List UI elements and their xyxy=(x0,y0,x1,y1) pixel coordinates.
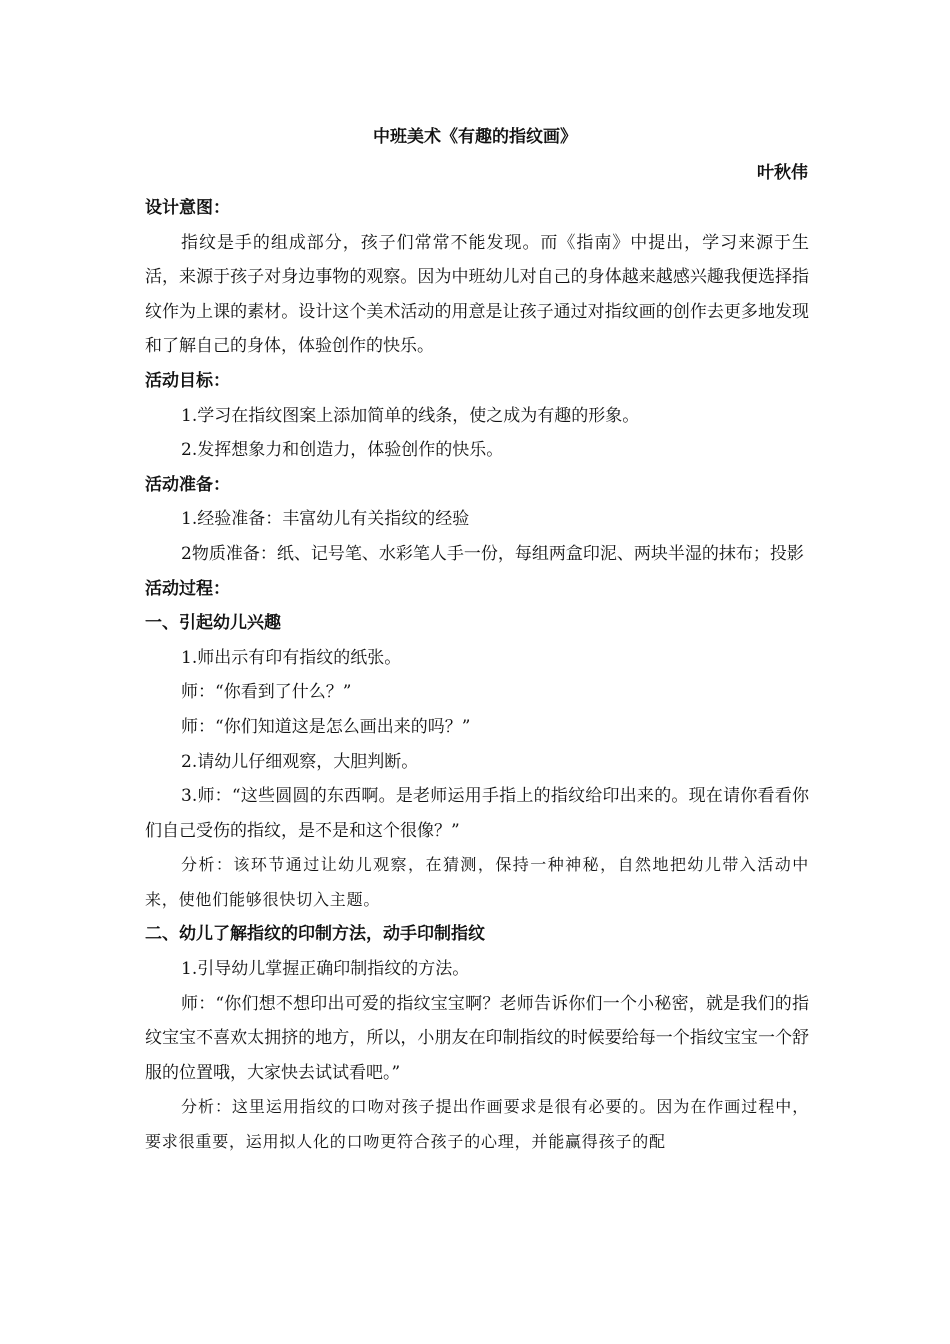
activity-prep-heading: 活动准备： xyxy=(145,474,230,495)
document-title: 中班美术《有趣的指纹画》 xyxy=(373,127,577,147)
activity-prep-item: 2物质准备：纸、记号笔、水彩笔人手一份，每组两盒印泥、两块半湿的抹布；投影 xyxy=(181,543,804,564)
activity-process-heading: 活动过程： xyxy=(145,578,230,599)
activity-prep-item: 1.经验准备：丰富幼儿有关指纹的经验 xyxy=(181,509,470,530)
teacher-dialogue: 师：“你看到了什么？” xyxy=(181,682,352,703)
activity-goal-item: 2.发挥想象力和创造力，体验创作的快乐。 xyxy=(181,440,504,461)
process-part-heading: 二、幼儿了解指纹的印制方法，动手印制指纹 xyxy=(145,924,485,945)
process-step: 3.师：“这些圆圆的东西啊。是老师运用手指上的指纹给印出来的。现在请你看看你们自己受伤的指纹，是不是和这个很像？” xyxy=(145,786,809,841)
activity-goals-heading: 活动目标： xyxy=(145,370,230,391)
teacher-dialogue: 师：“你们知道这是怎么画出来的吗？” xyxy=(181,716,471,737)
document-body xyxy=(145,191,809,1160)
analysis-paragraph: 分析：这里运用指纹的口吻对孩子提出作画要求是很有必要的。因为在作画过程中，要求很重要，运用拟人化的口吻更符合孩子的心理，并能赢得孩子的配 xyxy=(145,1097,809,1152)
teacher-dialogue: 师：“你们想不想印出可爱的指纹宝宝啊？老师告诉你们一个小秘密，就是我们的指纹宝宝不喜欢太拥挤的地方，所以，小朋友在印制指纹的时候要给每一个指纹宝宝一个舒服的位置哦，大家快去试试看吧。” xyxy=(145,993,809,1083)
process-step: 2.请幼儿仔细观察，大胆判断。 xyxy=(181,751,419,772)
analysis-paragraph: 分析：该环节通过让幼儿观察，在猜测，保持一种神秘，自然地把幼儿带入活动中来，使他们能够很快切入主题。 xyxy=(145,855,809,909)
design-intent-heading: 设计意图： xyxy=(145,198,230,218)
activity-goal-item: 1.学习在指纹图案上添加简单的线条，使之成为有趣的形象。 xyxy=(181,405,640,426)
design-intent-paragraph: 指纹是手的组成部分，孩子们常常不能发现。而《指南》中提出，学习来源于生活，来源于孩子对身边事物的观察。因为中班幼儿对自己的身体越来越感兴趣我便选择指纹作为上课的素材。设计这个美术活动的用意是让孩子通过对指纹画的创作去更多地发现和了解自己的身体，体验创作的快乐。 xyxy=(145,232,809,357)
process-part-heading: 一、引起幼儿兴趣 xyxy=(145,613,281,634)
process-step: 1.师出示有印有指纹的纸张。 xyxy=(181,647,402,668)
process-step: 1.引导幼儿掌握正确印制指纹的方法。 xyxy=(181,959,470,980)
document-author: 叶秋伟 xyxy=(757,163,808,183)
